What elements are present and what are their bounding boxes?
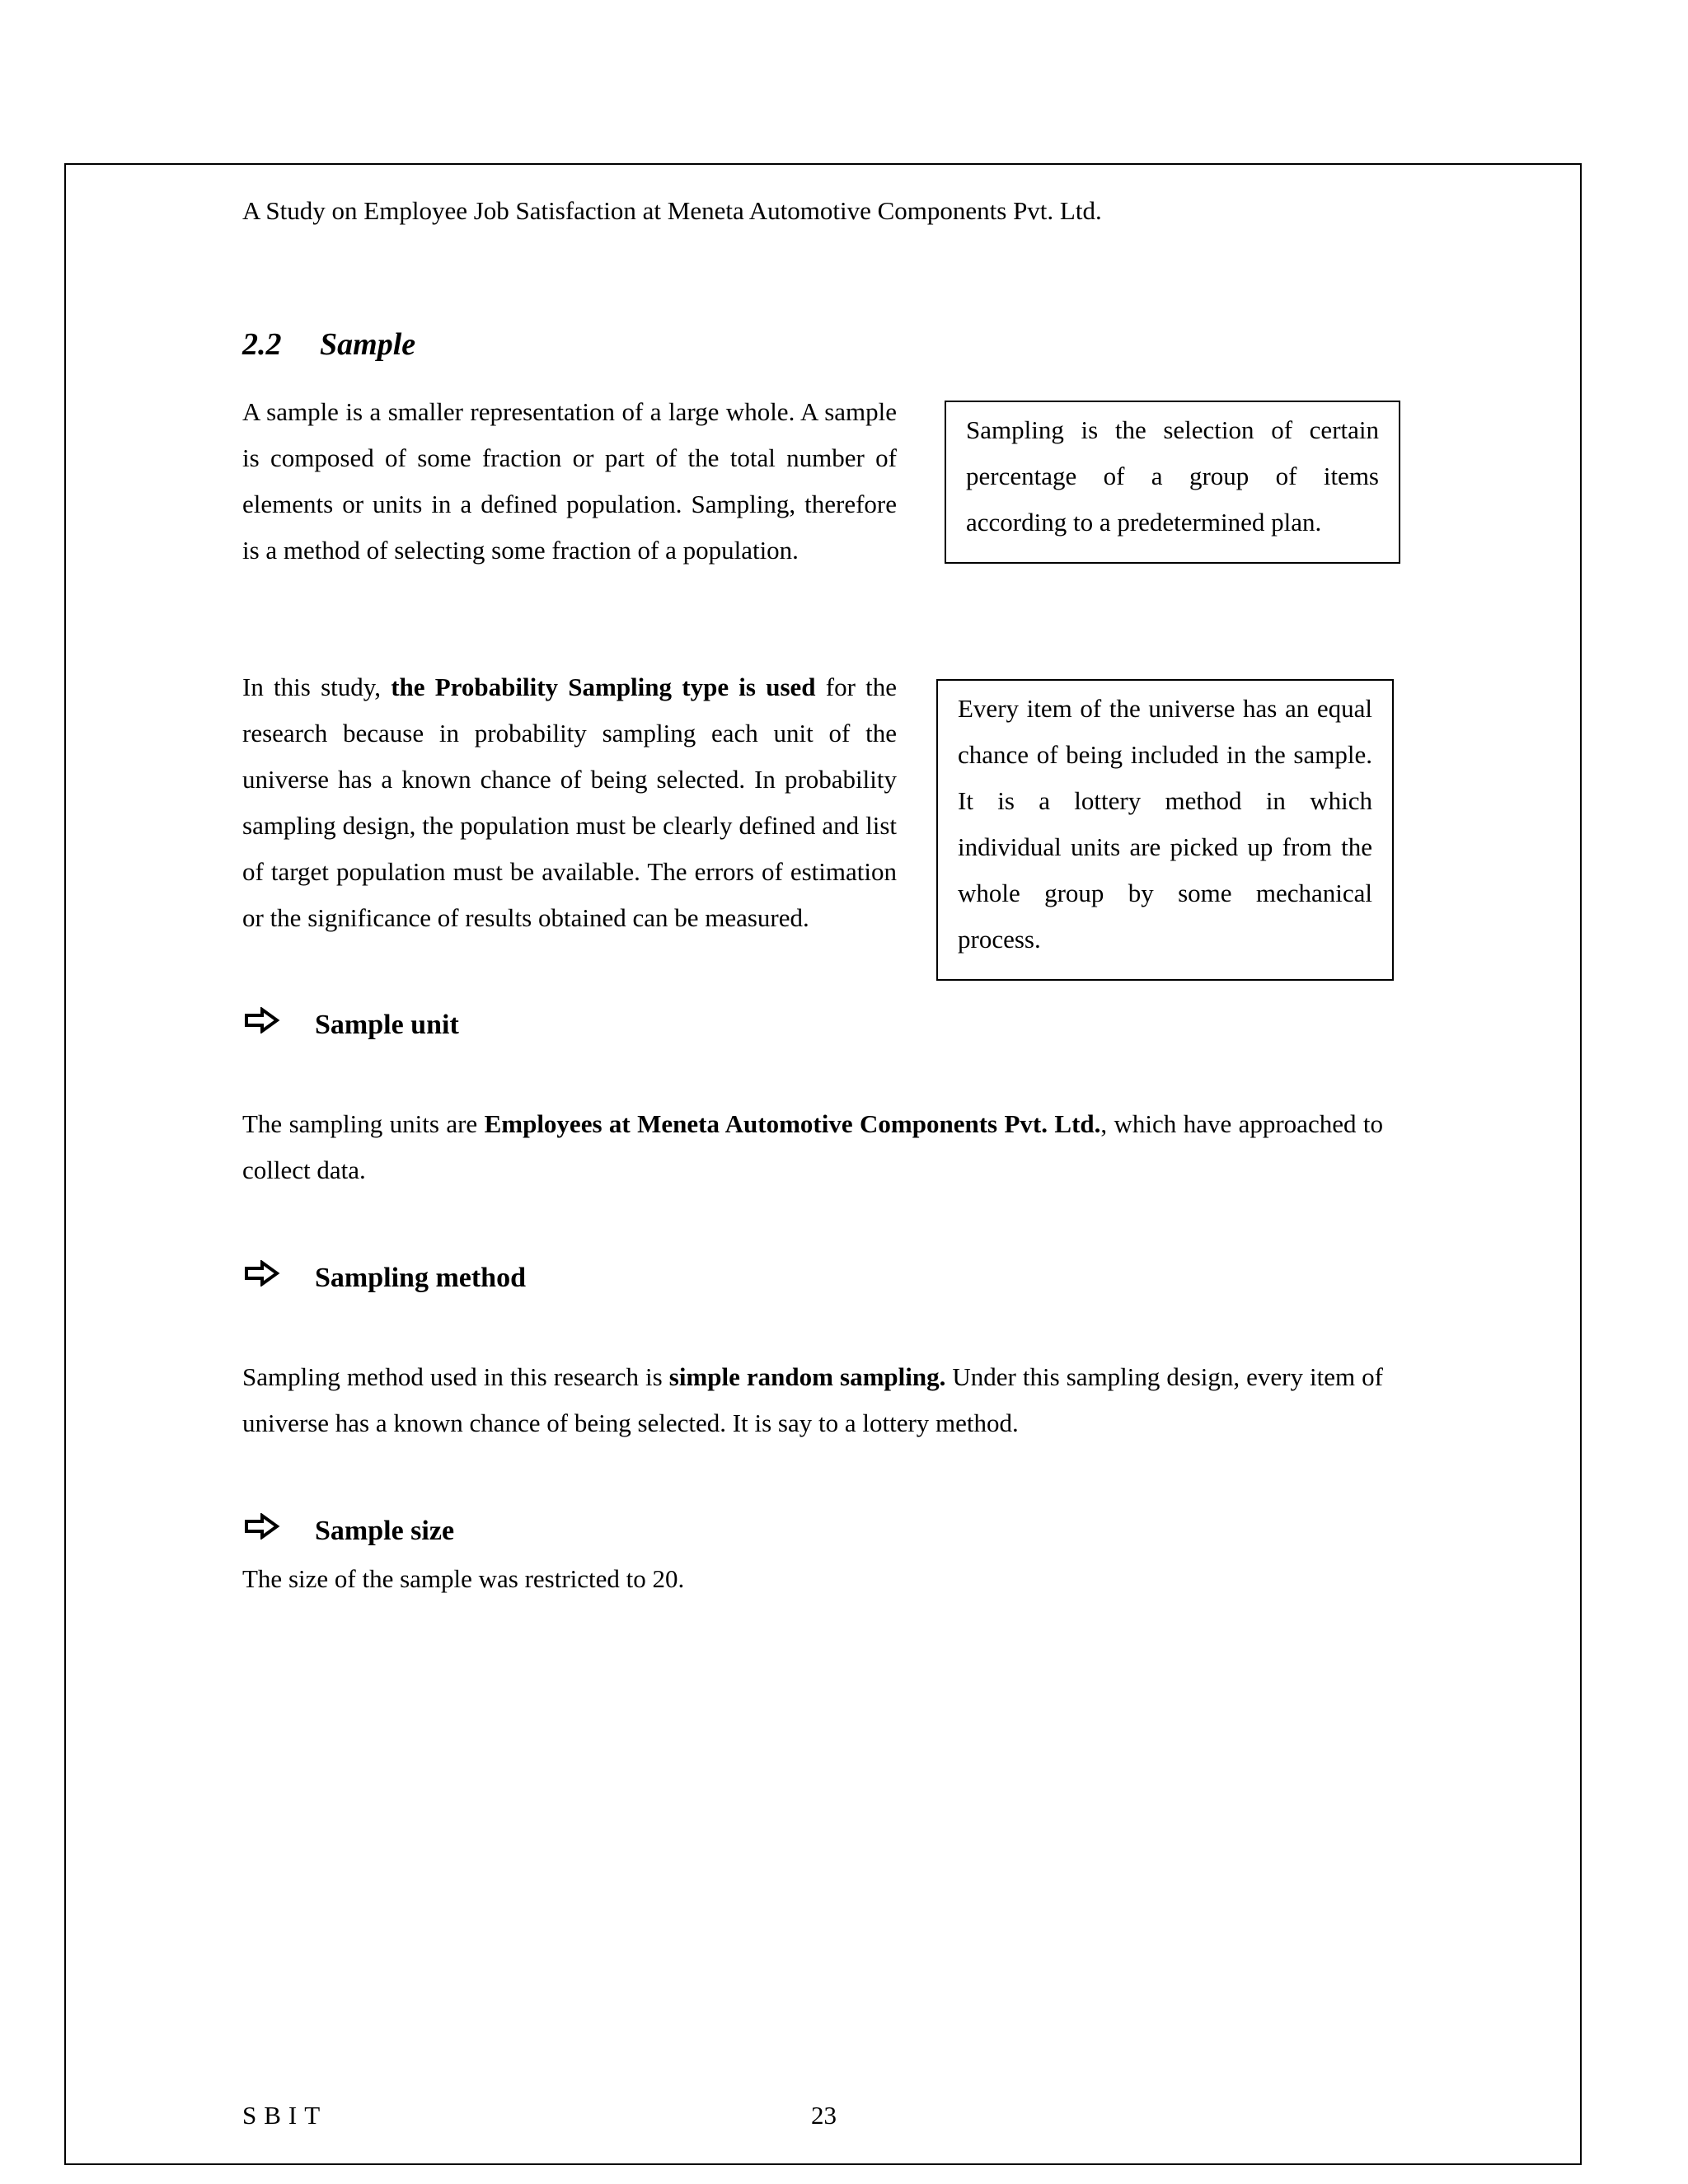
sampling-method-heading-label: Sampling method xyxy=(315,1263,526,1293)
probability-text-end: for the research because in probability sampling each unit of the universe has a known chance of being selected. In probability sampling design, the population must be clearly defined and list of target population must be available. The errors of estimation or the significance of results obtained can be measured. xyxy=(242,673,897,932)
sample-size-paragraph: The size of the sample was restricted to 20. xyxy=(242,1564,685,1593)
section-heading xyxy=(242,320,415,369)
sample-unit-text-end: , which have approached to collect data. xyxy=(242,1109,1383,1184)
sample-size-heading xyxy=(242,1508,454,1554)
sampling-method-heading xyxy=(242,1255,526,1301)
right-arrow-outline-icon xyxy=(242,1002,315,1048)
sample-unit-text-bold: Employees at Meneta Automotive Components Pvt. Ltd. xyxy=(484,1109,1101,1138)
sample-unit-heading-label: Sample unit xyxy=(315,1010,459,1040)
running-header: A Study on Employee Job Satisfaction at Meneta Automotive Components Pvt. Ltd. xyxy=(242,196,1102,225)
sampling-method-paragraph xyxy=(242,1354,1383,1446)
sampling-method-text-end: Under this sampling design, every item of universe has a known chance of being selected. It is say to a lottery method. xyxy=(242,1362,1383,1437)
section-title: Sample xyxy=(320,327,416,362)
section-number: 2.2 xyxy=(242,327,282,362)
sample-unit-paragraph xyxy=(242,1101,1383,1193)
sample-unit-heading xyxy=(242,1002,459,1048)
probability-text-bold: the Probability Sampling type is used xyxy=(391,673,816,701)
intro-paragraph: A sample is a smaller representation of a large whole. A sample is composed of some fraction or part of the total number of elements or units in a defined population. Sampling, therefore is a method of selecting some fraction of a population. xyxy=(242,397,897,565)
right-arrow-outline-icon xyxy=(242,1255,315,1301)
sample-unit-text-start: The sampling units are xyxy=(242,1109,485,1138)
sampling-method-text-start: Sampling method used in this research is xyxy=(242,1362,669,1391)
footer-page-number: 23 xyxy=(811,2101,837,2130)
sampling-method-text-bold: simple random sampling. xyxy=(668,1362,946,1391)
probability-callout-box: Every item of the universe has an equal chance of being included in the sample. It is a lottery method in which individual units are picked up from the whole group by some mechanical process. xyxy=(936,679,1394,981)
definition-callout-box: Sampling is the selection of certain percentage of a group of items according to a predetermined plan. xyxy=(945,401,1400,564)
probability-text-start: In this study, xyxy=(242,673,392,701)
sample-size-heading-label: Sample size xyxy=(315,1516,455,1546)
probability-paragraph xyxy=(242,664,897,941)
right-arrow-outline-icon xyxy=(242,1508,315,1554)
footer-institution: SBIT xyxy=(242,2101,328,2130)
